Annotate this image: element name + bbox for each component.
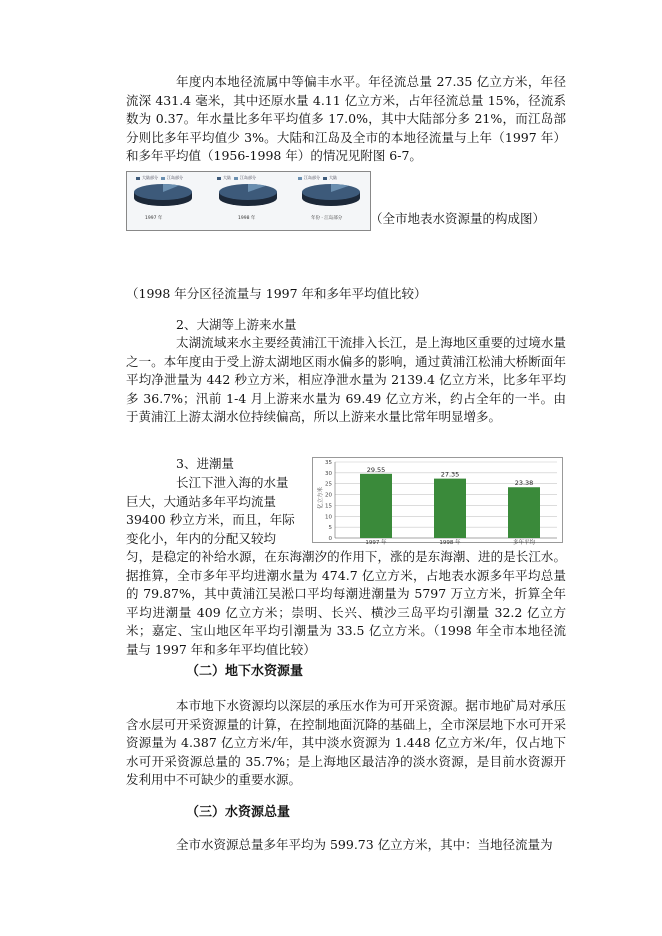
bar-value-label: 29.55 xyxy=(366,465,386,474)
bar-chart xyxy=(313,458,562,546)
paragraph-runoff: 年度内本地径流属中等偏丰水平。年径流总量 27.35 亿立方米，年径流深 431.4 毫米，其中还原水量 4.11 亿立方米，占年径流总量 15%，径流系数为 0.37。年水量比多年平均值多 17.0%，其中大陆部分多 21%，而江岛部分则比多年平均值少 3%。大陆和江岛及全市的本地径流量与上年（1997 年）和多年平均值（1956-1998 年）的情况见附图 6-7。 xyxy=(126,74,566,164)
y-tick-label: 30 xyxy=(325,470,332,477)
pie-disc xyxy=(289,172,370,230)
y-tick-label: 10 xyxy=(325,514,332,521)
bar-value-label: 27.35 xyxy=(440,470,460,479)
tide-line: 巨大，大通站多年平均流量 xyxy=(126,493,277,509)
legend-label: 江岛部分 xyxy=(304,175,320,180)
pie-disc xyxy=(208,172,289,230)
pie-year-label: 年份 · 江岛部分 xyxy=(311,216,343,221)
bar-comparison-caption: （1998 年分区径流量与 1997 年和多年平均值比较） xyxy=(126,286,427,301)
pie-year-label: 1997 年 xyxy=(145,216,163,221)
section-heading-groundwater: （二）地下水资源量 xyxy=(186,664,304,679)
legend-label: 江岛部分 xyxy=(167,175,183,180)
y-tick-label: 15 xyxy=(325,503,332,510)
y-axis-label: 亿立方米 xyxy=(318,486,324,510)
paragraph-upstream: 太湖流域来水主要经黄浦江干流排入长江，是上海地区重要的过境水量之一。本年度由于受上游太湖地区雨水偏多的影响，通过黄浦江松浦大桥断面年平均净泄量为 442 秒立方米，相应净泄水量为 2139.4 亿立方米，比多年平均多 36.7%；汛前 1-4 月上游来水量为 69.49 亿立方米，约占全年的一半。由于黄浦江上游太湖水位持续偏高，所以上游来水量比常年明显增多。 xyxy=(126,335,566,425)
pie-composition-figure xyxy=(126,171,371,231)
pie-panel-average xyxy=(289,172,370,230)
y-tick-label: 35 xyxy=(325,460,332,466)
tide-line: 39400 秒立方米，而且，年际 xyxy=(126,512,295,528)
legend-label: 大陆部分 xyxy=(142,175,158,180)
bar xyxy=(360,474,392,538)
x-category-label: 多年平均 xyxy=(512,540,536,546)
pie-panel-1997 xyxy=(127,172,208,230)
section-heading-tide: 3、进潮量 xyxy=(176,456,234,471)
x-category-label: 1997 年 xyxy=(365,540,387,546)
pie-disc xyxy=(127,172,208,230)
y-tick-label: 20 xyxy=(325,492,332,499)
paragraph-groundwater: 本市地下水资源均以深层的承压水作为可开采资源。据市地矿局对承压含水层可开采资源量的计算，在控制地面沉降的基础上，全市深层地下水可开采资源量为 4.387 亿立方米/年，其中淡水资源为 1.448 亿立方米/年，仅占地下水可开采资源总量的 35.7%；是上海地区最洁净的淡水资源，是目前水资源开发利用中不可缺少的重要水源。 xyxy=(126,698,566,788)
bar-chart-figure xyxy=(312,457,563,546)
section-heading-total: （三）水资源总量 xyxy=(186,805,291,820)
paragraph-tide: 匀，是稳定的补给水源，在东海潮汐的作用下，涨的是东海潮、进的是长江水。据推算，全市多年平均进潮水量为 474.7 亿立方米，占地表水源多年平均总量的 79.87%，其中黄浦江吴淞口平均每潮进潮量为 5797 万立方米，折算全年平均进潮量 409 亿立方米；崇明、长兴、横沙三岛平均引潮量 32.2 亿立方米；嘉定、宝山地区年平均引潮量为 33.5 亿立方米。（1998 年全市本地径流量与 1997 年和多年平均值比较） xyxy=(126,549,566,657)
pie-panel-1998 xyxy=(208,172,289,230)
tide-wrap-text xyxy=(126,474,311,548)
legend-label: 大陆 xyxy=(223,175,231,180)
bar xyxy=(508,487,540,538)
section-heading-upstream: 2、大湖等上游来水量 xyxy=(176,317,297,332)
bar-value-label: 23.38 xyxy=(514,479,534,488)
pie-figure-caption: （全市地表水资源量的构成图） xyxy=(370,211,546,226)
x-category-label: 1998 年 xyxy=(439,540,461,546)
paragraph-total: 全市水资源总量多年平均为 599.73 亿立方米，其中：当地径流量为 xyxy=(176,837,553,852)
tide-line: 长江下泄入海的水量 xyxy=(176,475,289,490)
y-tick-label: 5 xyxy=(328,525,332,532)
legend-label: 大陆 xyxy=(329,175,337,180)
legend-label: 江岛部分 xyxy=(240,175,256,180)
y-tick-label: 25 xyxy=(325,481,332,488)
bar xyxy=(434,479,466,538)
y-tick-label: 0 xyxy=(328,536,332,542)
pie-year-label: 1998 年 xyxy=(238,216,256,221)
tide-line: 变化小，年内的分配又较均 xyxy=(126,530,277,546)
